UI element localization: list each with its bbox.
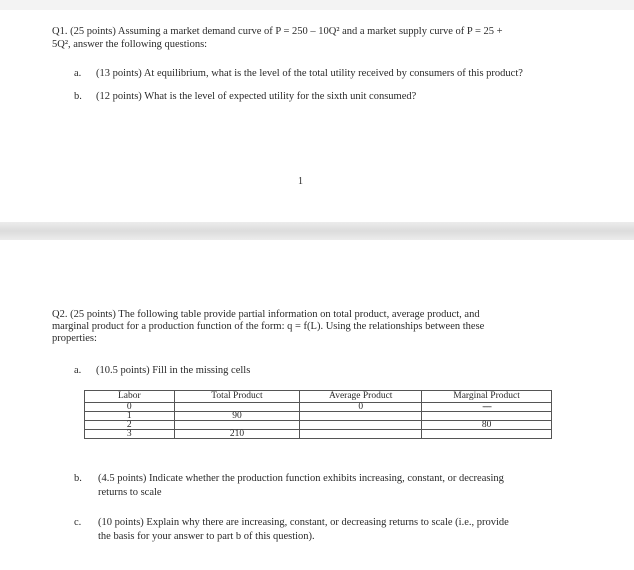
item-text (98, 516, 518, 544)
question-1-item-b (74, 90, 416, 103)
question-1-line-2: 5Q², answer the following questions: (52, 39, 208, 50)
item-text: (13 points) At equilibrium, what is the level of the total utility received by consumers of this product? (96, 68, 523, 79)
question-1-line-1: Q1. (25 points) Assuming a market demand curve of P = 250 – 10Q² and a market supply curve of P = 25 + (52, 26, 503, 37)
item-text-line: (4.5 points) Indicate whether the production function exhibits increasing, constant, or decreasing (98, 473, 504, 484)
table-cell: 210 (174, 430, 300, 439)
header-average-product: Average Product (300, 391, 422, 403)
question-1-item-a (74, 67, 523, 80)
question-2-line-3: properties: (52, 333, 97, 344)
item-label: a. (74, 68, 82, 79)
table-cell: 80 (422, 421, 552, 430)
question-2-item-c (74, 516, 554, 546)
question-2-item-b (74, 472, 554, 502)
table-cell (300, 421, 422, 430)
table-row (85, 421, 552, 430)
item-text: (12 points) What is the level of expected utility for the sixth unit consumed? (96, 91, 417, 102)
table-cell: 90 (174, 412, 300, 421)
table-cell: 1 (85, 412, 175, 421)
question-2-line-2: marginal product for a production function of the form: q = f(L). Using the relationships between these (52, 321, 485, 332)
table-cell: 0 (85, 403, 175, 412)
question-2-prompt (52, 309, 532, 345)
question-1-prompt (52, 25, 572, 51)
table-cell (422, 430, 552, 439)
item-text-line: returns to scale (98, 487, 162, 498)
table-cell (300, 412, 422, 421)
item-label: b. (74, 473, 82, 484)
header-total-product: Total Product (174, 391, 300, 403)
table-cell: 0 (300, 403, 422, 412)
page-separator (0, 222, 634, 240)
item-label: c. (74, 517, 82, 528)
top-bar (0, 0, 634, 10)
table-row (85, 403, 552, 412)
production-table (84, 390, 552, 439)
item-label: b. (74, 91, 82, 102)
header-labor: Labor (85, 391, 175, 403)
item-text-line: (10 points) Explain why there are increasing, constant, or decreasing returns to scale (i.e., provide (98, 517, 509, 528)
table-header-row (85, 391, 552, 403)
header-marginal-product: Marginal Product (422, 391, 552, 403)
table-cell: 2 (85, 421, 175, 430)
item-text: (10.5 points) Fill in the missing cells (96, 365, 251, 376)
table-cell: ---- (422, 403, 552, 412)
question-2-line-1: Q2. (25 points) The following table provide partial information on total product, average product, and (52, 309, 480, 320)
item-text (98, 472, 518, 500)
item-text-line: the basis for your answer to part b of this question). (98, 531, 315, 542)
page-number: 1 (298, 176, 303, 187)
item-label: a. (74, 365, 82, 376)
table-row (85, 430, 552, 439)
table-cell (300, 430, 422, 439)
question-2-item-a (74, 364, 250, 377)
table-cell: 3 (85, 430, 175, 439)
